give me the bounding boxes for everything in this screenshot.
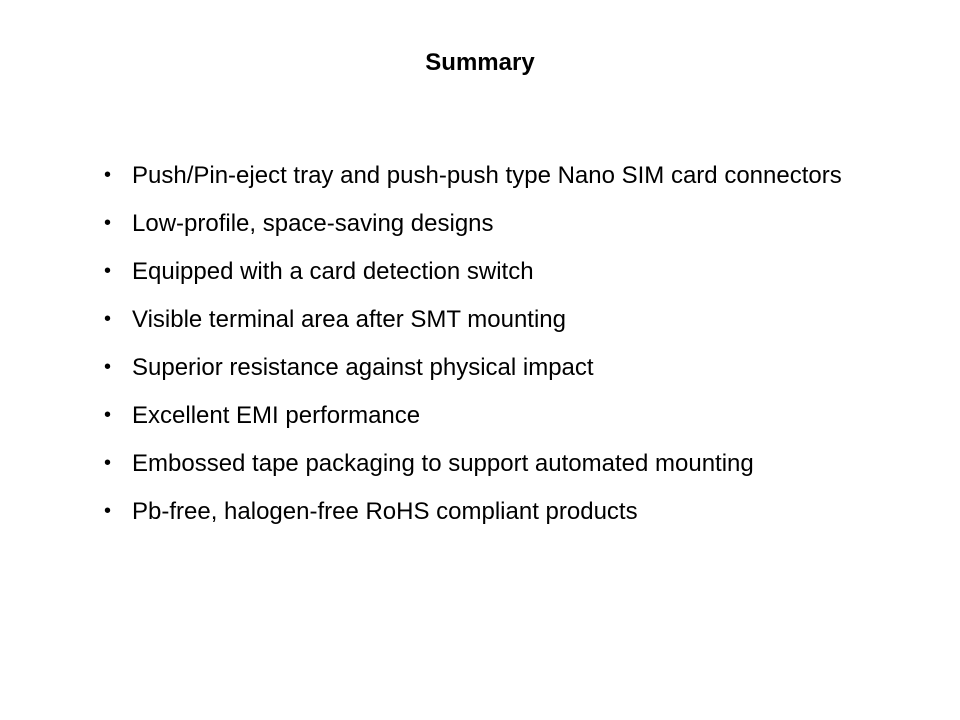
bullet-item bbox=[104, 159, 864, 192]
bullet-text: Superior resistance against physical impact bbox=[132, 354, 594, 381]
bullet-icon: • bbox=[104, 260, 112, 282]
bullet-text: Visible terminal area after SMT mounting bbox=[132, 306, 566, 333]
bullet-icon: • bbox=[104, 356, 112, 378]
bullet-icon: • bbox=[104, 452, 112, 474]
bullet-text: Push/Pin-eject tray and push-push type Nano SIM card connectors bbox=[132, 162, 842, 189]
bullet-item bbox=[104, 207, 864, 240]
bullet-item bbox=[104, 255, 864, 288]
bullet-list bbox=[104, 159, 864, 543]
bullet-item bbox=[104, 303, 864, 336]
bullet-item bbox=[104, 351, 864, 384]
bullet-text: Excellent EMI performance bbox=[132, 402, 421, 429]
bullet-text: Equipped with a card detection switch bbox=[132, 258, 534, 285]
bullet-item bbox=[104, 399, 864, 432]
bullet-text: Low-profile, space-saving designs bbox=[132, 210, 494, 237]
bullet-icon: • bbox=[104, 308, 112, 330]
bullet-icon: • bbox=[104, 212, 112, 234]
bullet-text: Embossed tape packaging to support automated mounting bbox=[132, 450, 754, 477]
bullet-item bbox=[104, 495, 864, 528]
bullet-icon: • bbox=[104, 500, 112, 522]
bullet-icon: • bbox=[104, 404, 112, 426]
bullet-icon: • bbox=[104, 164, 112, 186]
bullet-item bbox=[104, 447, 864, 480]
slide-title: Summary bbox=[425, 49, 535, 76]
bullet-text: Pb-free, halogen-free RoHS compliant products bbox=[132, 498, 638, 525]
